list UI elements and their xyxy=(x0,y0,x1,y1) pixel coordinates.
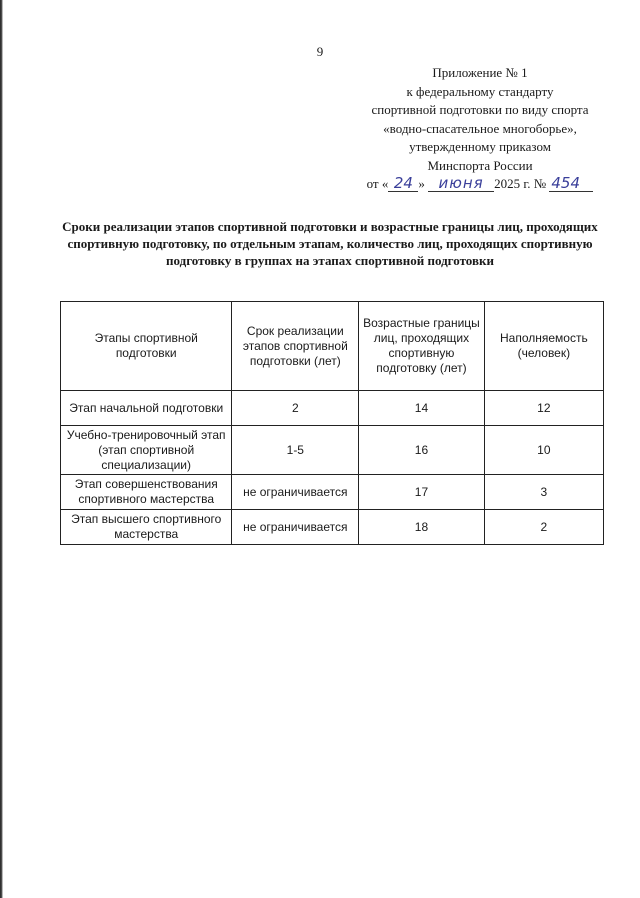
date-mid: » xyxy=(418,176,425,191)
date-year: 2025 г. № xyxy=(494,176,547,191)
handwritten-day: 24 xyxy=(388,175,418,192)
table-row xyxy=(61,475,604,510)
handwritten-month: июня xyxy=(428,175,494,192)
appendix-line-3: спортивной подготовки по виду спорта xyxy=(371,102,589,117)
table-row xyxy=(61,426,604,475)
appendix-line-5: утвержденному приказом xyxy=(409,139,551,154)
stage-age: 14 xyxy=(359,391,485,426)
stage-duration: не ограничивается xyxy=(232,475,359,510)
appendix-header xyxy=(320,64,640,194)
document-title: Сроки реализации этапов спортивной подготовки и возрастные границы лиц, проходящих спортивную подготовку, по отдельным этапам, количество лиц, проходящих спортивную подготовку в группах на этапах спортивной подготовки xyxy=(62,219,598,268)
page-scan-edge xyxy=(0,0,3,898)
stage-name: Этап высшего спортивного мастерства xyxy=(61,510,232,545)
table-row xyxy=(61,391,604,426)
header-stages: Этапы спортивной подготовки xyxy=(61,302,232,391)
header-group-size: Наполняемость (человек) xyxy=(484,302,603,391)
stage-name: Этап начальной подготовки xyxy=(61,391,232,426)
page-number: 9 xyxy=(316,44,324,59)
appendix-line-1: Приложение № 1 xyxy=(432,65,528,80)
stage-duration: не ограничивается xyxy=(232,510,359,545)
stage-group-size: 2 xyxy=(484,510,603,545)
appendix-line-2: к федеральному стандарту xyxy=(406,83,554,99)
appendix-line-6: Минспорта России xyxy=(427,157,533,173)
stage-age: 18 xyxy=(359,510,485,545)
handwritten-order-number: 454 xyxy=(549,175,593,192)
stage-duration: 2 xyxy=(232,391,359,426)
date-prefix: от « xyxy=(366,176,389,191)
stage-name: Этап совершенствования спортивного мастерства xyxy=(61,475,232,510)
table-header-row xyxy=(61,302,604,391)
stage-age: 17 xyxy=(359,475,485,510)
header-age-limits: Возрастные границы лиц, проходящих спортивную подготовку (лет) xyxy=(359,302,485,391)
stage-group-size: 3 xyxy=(484,475,603,510)
table-row xyxy=(61,510,604,545)
appendix-line-4: «водно-спасательное многоборье», xyxy=(383,120,577,136)
order-date-line xyxy=(367,175,594,194)
stage-duration: 1-5 xyxy=(232,426,359,475)
stage-group-size: 10 xyxy=(484,426,603,475)
header-duration: Срок реализации этапов спортивной подготовки (лет) xyxy=(232,302,359,391)
stage-group-size: 12 xyxy=(484,391,603,426)
training-stages-table xyxy=(60,301,604,545)
stage-age: 16 xyxy=(359,426,485,475)
stage-name: Учебно-тренировочный этап (этап спортивной специализации) xyxy=(61,426,232,475)
